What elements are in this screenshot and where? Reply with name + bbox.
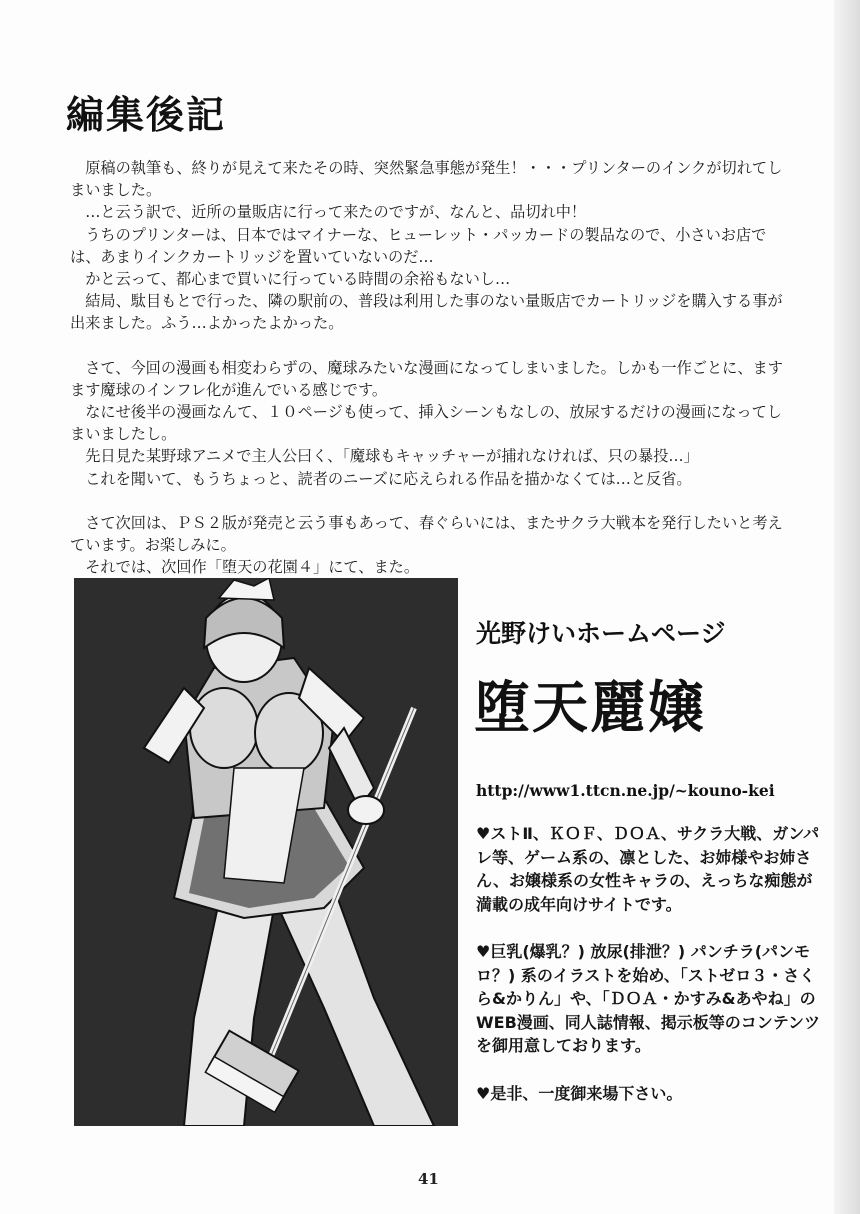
- paragraph-gap: [70, 490, 790, 512]
- maid-illustration-art: [74, 578, 458, 1126]
- homepage-description-item: ♥ストⅡ、ＫＯＦ、ＤＯＡ、サクラ大戦、ガンパレ等、ゲーム系の、凛とした、お姉様やお姉さん、お嬢様系の女性キャラの、えっちな痴態が満載の成年向けサイトです。: [476, 824, 820, 914]
- afterword-text: [70, 157, 790, 578]
- afterword-paragraph: それでは、次回作「堕天の花園４」にて、また。: [70, 558, 420, 577]
- afterword-paragraph: これを聞いて、もうちょっと、読者のニーズに応えられる作品を描かなくては…と反省。: [70, 469, 692, 488]
- afterword-paragraph: さて次回は、ＰＳ２版が発売と云う事もあって、春ぐらいには、またサクラ大戦本を発行したいと考えています。お楽しみに。: [70, 513, 783, 555]
- homepage-description-item: ♥巨乳(爆乳？) 放尿(排泄？) パンチラ(パンモロ？) 系のイラストを始め、「ストゼロ３・さくら&かりん」や、「ＤＯＡ・かすみ&あやね」のWEB漫画、同人誌情報、掲示板等のコンテンツを御用意しております。: [476, 942, 820, 1055]
- page-title: 編集後記: [66, 93, 227, 137]
- afterword-paragraph: 結局、駄目もとで行った、隣の駅前の、普段は利用した事のない量販店でカートリッジを購入する事が出来ました。ふう…よかったよかった。: [70, 292, 783, 333]
- afterword-paragraph: さて、今回の漫画も相変わらずの、魔球みたいな漫画になってしまいました。しかも一作ごとに、ますます魔球のインフレ化が進んでいる感じです。: [70, 358, 783, 399]
- afterword-paragraph: 先日見た某野球アニメで主人公曰く、「魔球もキャッチャーが捕れなければ、只の暴投…」: [70, 447, 699, 466]
- maid-illustration: [74, 578, 458, 1126]
- page-edge-shadow: [834, 0, 860, 1214]
- afterword-paragraph: …と云う訳で、近所の量販店に行って来たのですが、なんと、品切れ中！: [70, 203, 587, 222]
- page-number: 41: [418, 1170, 439, 1188]
- homepage-description: [476, 822, 821, 1129]
- homepage-description-item: ♥是非、一度御来場下さい。: [476, 1083, 683, 1103]
- paragraph-gap: [70, 335, 790, 357]
- homepage-url[interactable]: http://www1.ttcn.ne.jp/~kouno-kei: [476, 781, 775, 800]
- afterword-paragraph: かと云って、都心まで買いに行っている時間の余裕もないし…: [70, 270, 511, 289]
- afterword-paragraph: 原稿の執筆も、終りが見えて来たその時、突然緊急事態が発生！・・・プリンターのインクが切れてしまいました。: [70, 159, 783, 200]
- homepage-name: 堕天麗嬢: [474, 676, 706, 741]
- homepage-subtitle: 光野けいホームページ: [476, 619, 726, 648]
- afterword-paragraph: うちのプリンターは、日本ではマイナーな、ヒューレット・パッカードの製品なので、小さいお店では、あまりインクカートリッジを置いていないのだ…: [70, 225, 767, 266]
- afterword-paragraph: なにせ後半の漫画なんて、１０ページも使って、挿入シーンもなしの、放尿するだけの漫画になってしまいましたし。: [70, 403, 782, 444]
